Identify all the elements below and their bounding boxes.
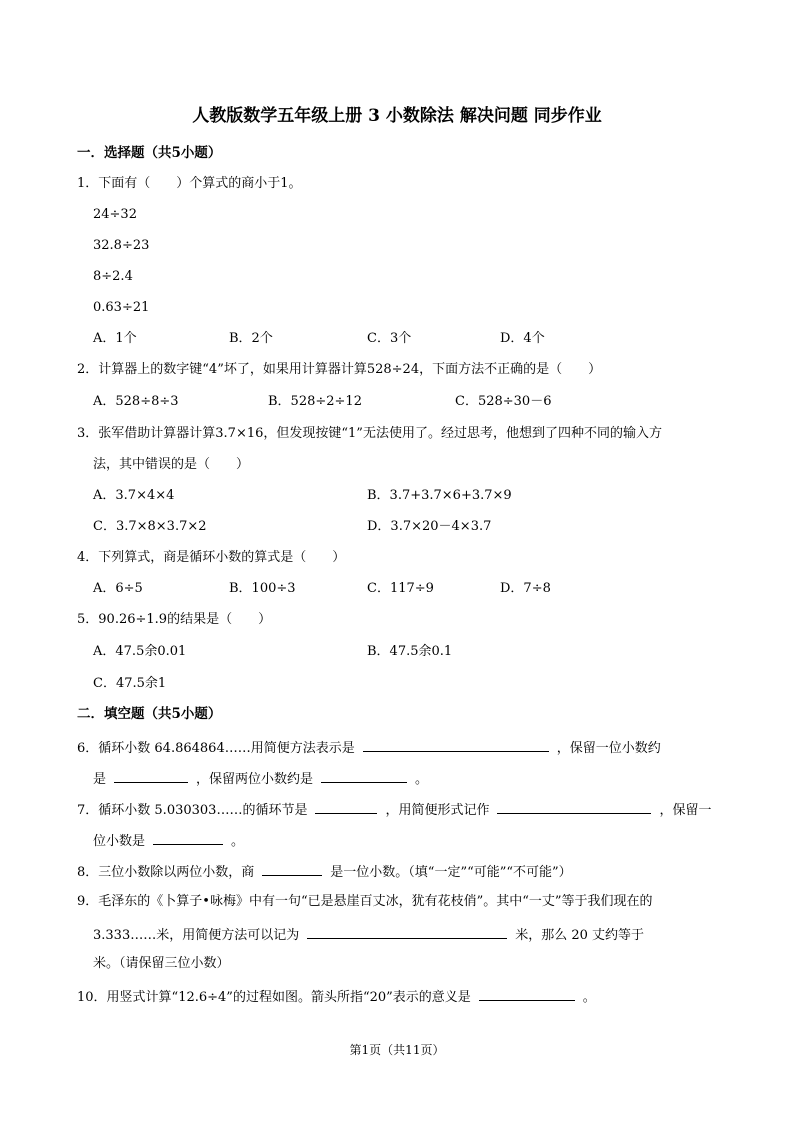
question-text: 是 bbox=[93, 772, 107, 787]
answer-blank[interactable] bbox=[114, 769, 188, 783]
option-c[interactable]: C．47.5余1 bbox=[93, 676, 167, 691]
option-a[interactable]: A．3.7×4×4 bbox=[93, 488, 175, 503]
question-number: 10． bbox=[77, 990, 107, 1005]
option-c[interactable]: C．3.7×8×3.7×2 bbox=[93, 519, 207, 534]
question-text: ，保留一位小数约 bbox=[556, 741, 661, 756]
question-text: 循环小数 64.864864……用简便方法表示是 bbox=[98, 741, 355, 756]
answer-blank[interactable] bbox=[307, 925, 507, 939]
expression: 24÷32 bbox=[93, 207, 137, 222]
question-text: 计算器上的数字键“4”坏了，如果用计算器计算528÷24，下面方法不正确的是（ ） bbox=[98, 362, 602, 377]
question-text: 张军借助计算器计算3.7×16，但发现按键“1”无法使用了。经过思考，他想到了四种不同的输入方 bbox=[98, 426, 662, 441]
option-a[interactable]: A．528÷8÷3 bbox=[93, 394, 179, 409]
question-3 bbox=[77, 426, 662, 442]
question-9 bbox=[77, 894, 653, 910]
expression: 8÷2.4 bbox=[93, 269, 133, 284]
question-text: 。 bbox=[582, 990, 596, 1005]
question-1 bbox=[77, 176, 302, 192]
section-heading-choice: 一．选择题（共5小题） bbox=[77, 145, 222, 161]
question-number: 2． bbox=[77, 362, 99, 377]
question-text: ，保留一 bbox=[659, 803, 712, 818]
option-d[interactable]: D．7÷8 bbox=[500, 581, 551, 596]
question-7-line-2 bbox=[93, 831, 244, 850]
answer-blank[interactable] bbox=[153, 831, 223, 845]
answer-blank[interactable] bbox=[363, 738, 549, 752]
question-10 bbox=[77, 987, 596, 1006]
question-text: 。 bbox=[231, 834, 245, 849]
question-9-line-3: 米。（请保留三位小数） bbox=[93, 956, 230, 971]
page-title: 人教版数学五年级上册 3 小数除法 解决问题 同步作业 bbox=[192, 106, 602, 126]
section-heading-fill: 二．填空题（共5小题） bbox=[77, 706, 222, 722]
question-number: 5． bbox=[77, 612, 99, 627]
question-6 bbox=[77, 738, 661, 757]
answer-blank[interactable] bbox=[497, 800, 651, 814]
question-number: 9． bbox=[77, 894, 99, 909]
answer-blank[interactable] bbox=[315, 800, 377, 814]
expression: 32.8÷23 bbox=[93, 238, 150, 253]
question-text: 。 bbox=[415, 772, 429, 787]
expression: 0.63÷21 bbox=[93, 300, 150, 315]
option-b[interactable]: B．3.7+3.7×6+3.7×9 bbox=[367, 488, 512, 503]
question-text: ，用简便形式记作 bbox=[385, 803, 490, 818]
option-b[interactable]: B．2个 bbox=[229, 331, 273, 346]
question-text: ，保留两位小数约是 bbox=[196, 772, 314, 787]
question-number: 4． bbox=[77, 550, 99, 565]
question-text: 三位小数除以两位小数，商 bbox=[98, 865, 255, 880]
question-number: 1． bbox=[77, 176, 99, 191]
answer-blank[interactable] bbox=[321, 769, 407, 783]
answer-blank[interactable] bbox=[479, 987, 575, 1001]
option-d[interactable]: D．3.7×20－4×3.7 bbox=[367, 519, 492, 534]
option-d[interactable]: D．4个 bbox=[500, 331, 545, 346]
question-text: 毛泽东的《卜算子•咏梅》中有一句“已是悬崖百丈冰，犹有花枝俏”。其中“一丈”等于我们现在的 bbox=[98, 894, 653, 909]
option-a[interactable]: A．1个 bbox=[93, 331, 137, 346]
page-footer: 第1页（共11页） bbox=[349, 1043, 445, 1057]
question-text-continued: 法，其中错误的是（ ） bbox=[93, 457, 250, 472]
option-c[interactable]: C．3个 bbox=[367, 331, 412, 346]
question-number: 7． bbox=[77, 803, 99, 818]
question-number: 8． bbox=[77, 865, 99, 880]
question-text: 下列算式，商是循环小数的算式是（ ） bbox=[98, 550, 346, 565]
question-9-line-2 bbox=[93, 925, 644, 944]
question-4 bbox=[77, 550, 345, 566]
option-c[interactable]: C．117÷9 bbox=[367, 581, 434, 596]
option-a[interactable]: A．47.5余0.01 bbox=[93, 644, 187, 659]
question-text: 循环小数 5.030303……的循环节是 bbox=[98, 803, 308, 818]
question-number: 3． bbox=[77, 426, 99, 441]
question-2 bbox=[77, 362, 601, 378]
question-text: 米，那么 20 丈约等于 bbox=[515, 928, 645, 943]
question-5 bbox=[77, 612, 271, 628]
question-number: 6． bbox=[77, 741, 99, 756]
option-c[interactable]: C．528÷30－6 bbox=[455, 394, 552, 409]
question-8 bbox=[77, 862, 572, 881]
option-b[interactable]: B．100÷3 bbox=[229, 581, 296, 596]
question-6-line-2 bbox=[93, 769, 428, 788]
option-b[interactable]: B．528÷2÷12 bbox=[268, 394, 362, 409]
question-text: 下面有（ ）个算式的商小于1。 bbox=[98, 176, 302, 191]
option-b[interactable]: B．47.5余0.1 bbox=[367, 644, 453, 659]
question-text: 90.26÷1.9的结果是（ ） bbox=[98, 612, 272, 627]
question-text: 用竖式计算“12.6÷4”的过程如图。箭头所指“20”表示的意义是 bbox=[106, 990, 471, 1005]
option-a[interactable]: A．6÷5 bbox=[93, 581, 143, 596]
question-text: 位小数是 bbox=[93, 834, 146, 849]
question-text: 3.333……米，用简便方法可以记为 bbox=[93, 928, 300, 943]
question-7 bbox=[77, 800, 711, 819]
answer-blank[interactable] bbox=[262, 862, 322, 876]
question-text: 是一位小数。（填“一定”“可能”“不可能”） bbox=[330, 865, 572, 880]
